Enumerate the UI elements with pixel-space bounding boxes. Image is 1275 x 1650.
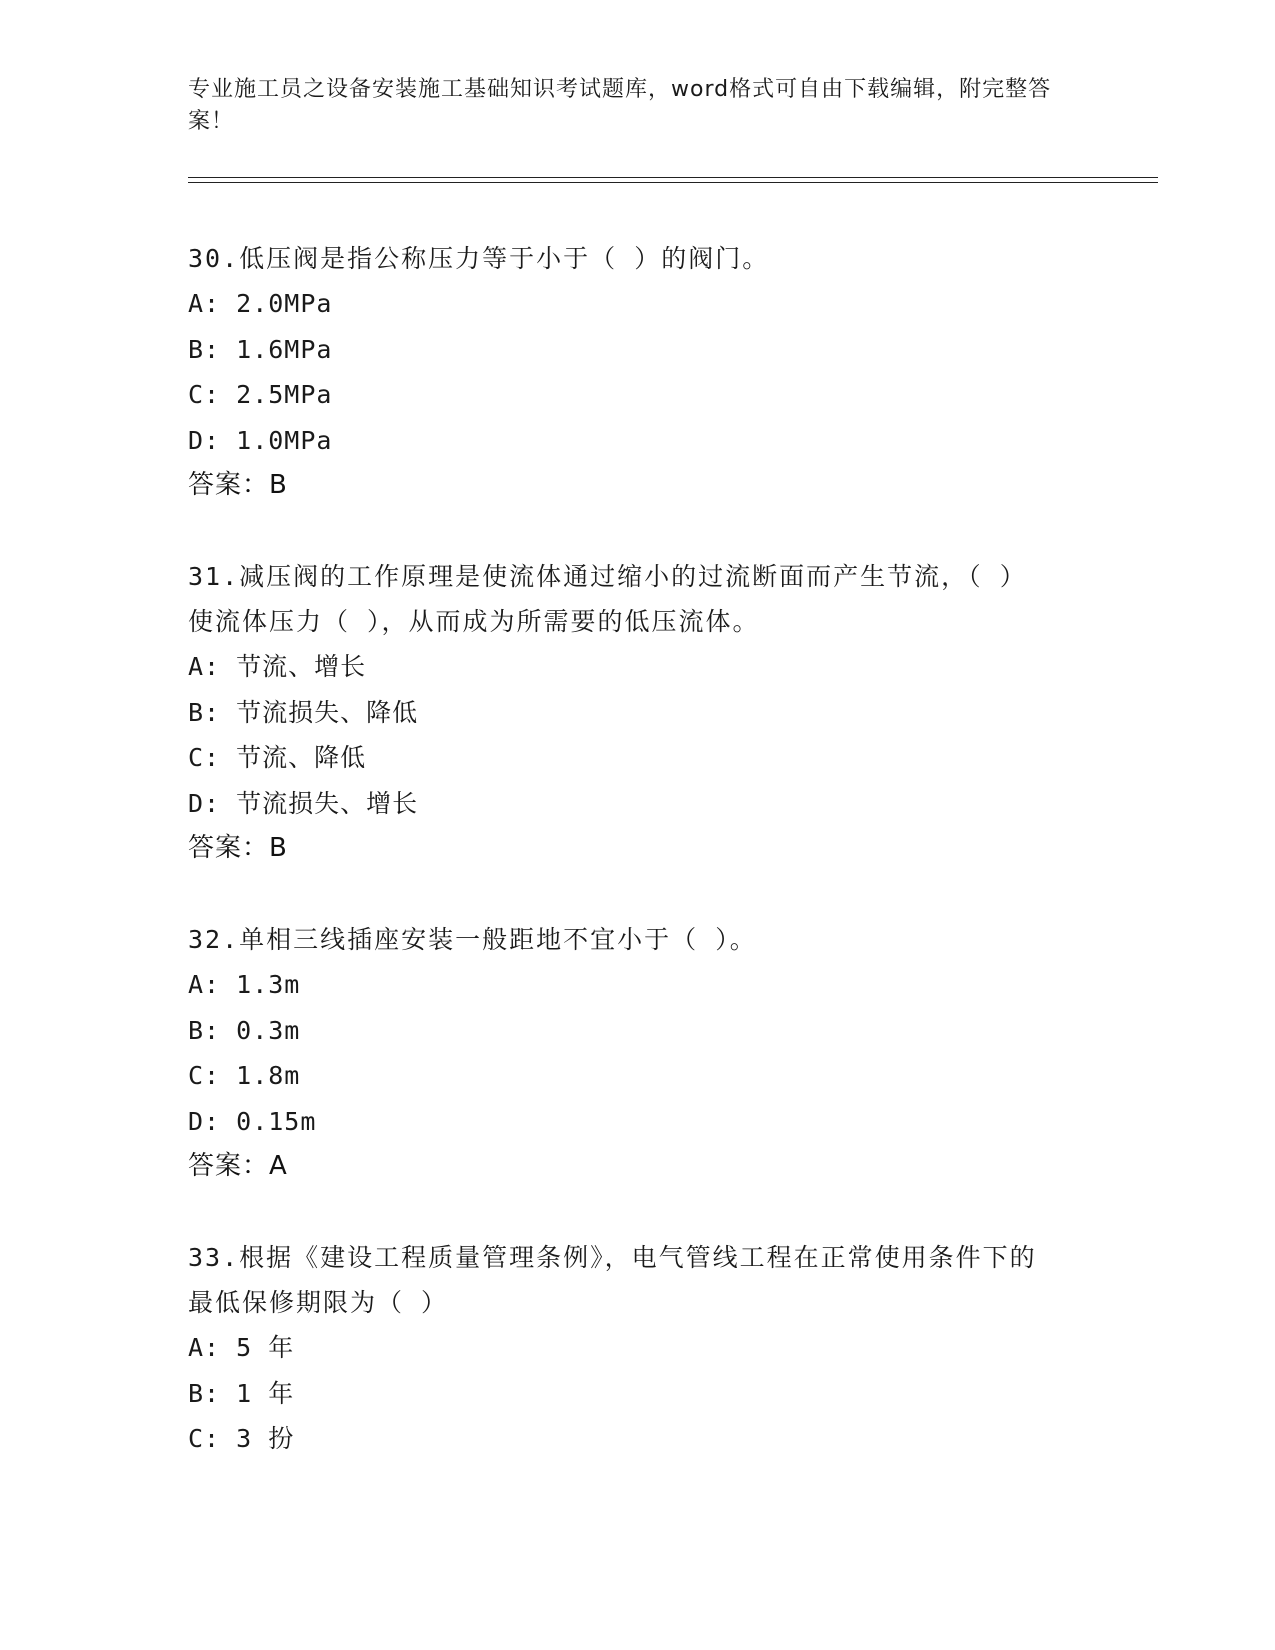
option-b: B: 节流损失、降低 <box>188 697 419 727</box>
document-header: 专业施工员之设备安装施工基础知识考试题库，word格式可自由下载编辑，附完整答案！ <box>188 77 1052 134</box>
question-stem: 30.低压阀是指公称压力等于小于（ ）的阀门。 <box>188 244 770 273</box>
question-30 <box>188 236 1088 508</box>
question-stem: 33.根据《建设工程质量管理条例》，电气管线工程在正常使用条件下的最低保修期限为（ ） <box>188 1243 1037 1317</box>
option-b: B: 1.6MPa <box>188 334 333 364</box>
header-divider-top <box>188 177 1158 178</box>
option-a: A: 1.3m <box>188 970 301 999</box>
option-a: A: 2.0MPa <box>188 289 333 318</box>
question-31 <box>188 554 1088 871</box>
question-stem: 32.单相三线插座安装一般距地不宜小于（ ）。 <box>188 925 757 954</box>
option-a: A: 节流、增长 <box>188 652 367 681</box>
question-stem: 31.减压阀的工作原理是使流体通过缩小的过流断面而产生节流，（ ）使流体压力（ ），从而成为所需要的低压流体。 <box>188 562 1015 636</box>
option-d: D: 节流损失、增长 <box>188 788 419 818</box>
option-c: C: 3 扮 <box>188 1424 295 1453</box>
answer-line: 答案：B <box>188 470 288 500</box>
option-b: B: 1 年 <box>188 1378 295 1408</box>
option-b: B: 0.3m <box>188 1015 301 1045</box>
option-c: C: 节流、降低 <box>188 743 367 772</box>
answer-line: 答案：A <box>188 1151 288 1181</box>
option-a: A: 5 年 <box>188 1333 295 1362</box>
question-33 <box>188 1235 1088 1462</box>
answer-line: 答案：B <box>188 833 288 863</box>
option-d: D: 1.0MPa <box>188 425 333 455</box>
option-d: D: 0.15m <box>188 1106 317 1136</box>
question-list <box>188 236 1088 1508</box>
option-c: C: 2.5MPa <box>188 380 333 409</box>
header-divider-bottom <box>188 182 1158 183</box>
question-32 <box>188 917 1088 1189</box>
option-c: C: 1.8m <box>188 1061 301 1090</box>
